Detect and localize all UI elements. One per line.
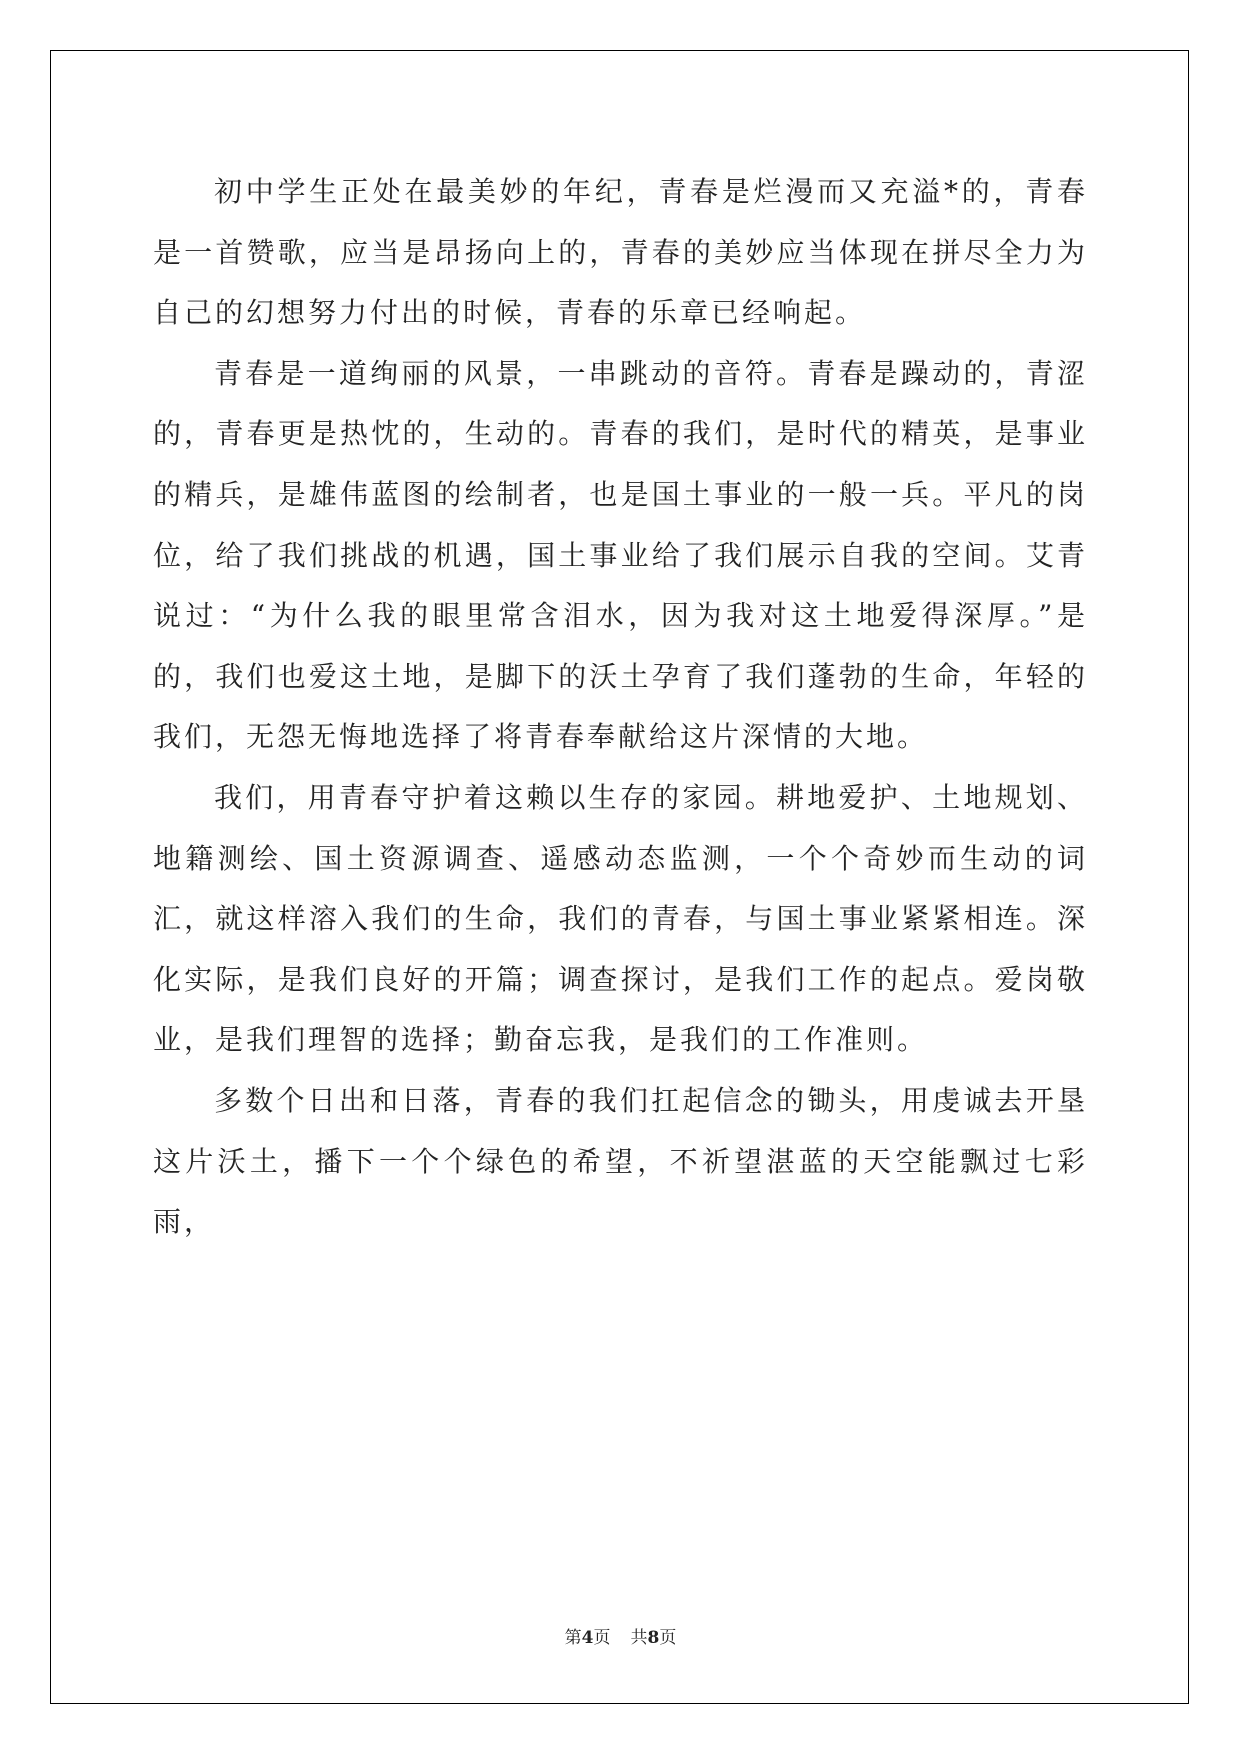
document-body xyxy=(153,162,1088,1253)
paragraph-1: 初中学生正处在最美妙的年纪，青春是烂漫而又充溢*的，青春是一首赞歌，应当是昂扬向上的，青春的美妙应当体现在拼尽全力为自己的幻想努力付出的时候，青春的乐章已经响起。 xyxy=(153,175,1088,330)
total-suffix: 页 xyxy=(659,1628,677,1648)
page-prefix: 第 xyxy=(564,1628,582,1648)
page-footer xyxy=(0,1623,1241,1648)
paragraph-2: 青春是一道绚丽的风景，一串跳动的音符。青春是躁动的，青涩的，青春更是热忱的，生动的。青春的我们，是时代的精英，是事业的精兵，是雄伟蓝图的绘制者，也是国土事业的一般一兵。平凡的岗位，给了我们挑战的机遇，国土事业给了我们展示自我的空间。艾青说过：“为什么我的眼里常含泪水，因为我对这土地爱得深厚。”是的，我们也爱这土地，是脚下的沃土孕育了我们蓬勃的生命，年轻的我们，无怨无悔地选择了将青春奉献给这片深情的大地。 xyxy=(153,356,1088,754)
total-pages-number: 8 xyxy=(647,1628,660,1648)
current-page-number: 4 xyxy=(581,1628,594,1648)
paragraph-4: 多数个日出和日落，青春的我们扛起信念的锄头，用虔诚去开垦这片沃土，播下一个个绿色的希望，不祈望湛蓝的天空能飘过七彩雨， xyxy=(153,1083,1088,1239)
paragraph-3: 我们，用青春守护着这赖以生存的家园。耕地爱护、土地规划、地籍测绘、国土资源调查、遥感动态监测，一个个奇妙而生动的词汇，就这样溶入我们的生命，我们的青春，与国土事业紧紧相连。深化实际，是我们良好的开篇；调查探讨，是我们工作的起点。爱岗敬业，是我们理智的选择；勤奋忘我，是我们的工作准则。 xyxy=(153,780,1088,1057)
total-prefix: 共 xyxy=(630,1628,648,1648)
page-suffix: 页 xyxy=(593,1628,611,1648)
